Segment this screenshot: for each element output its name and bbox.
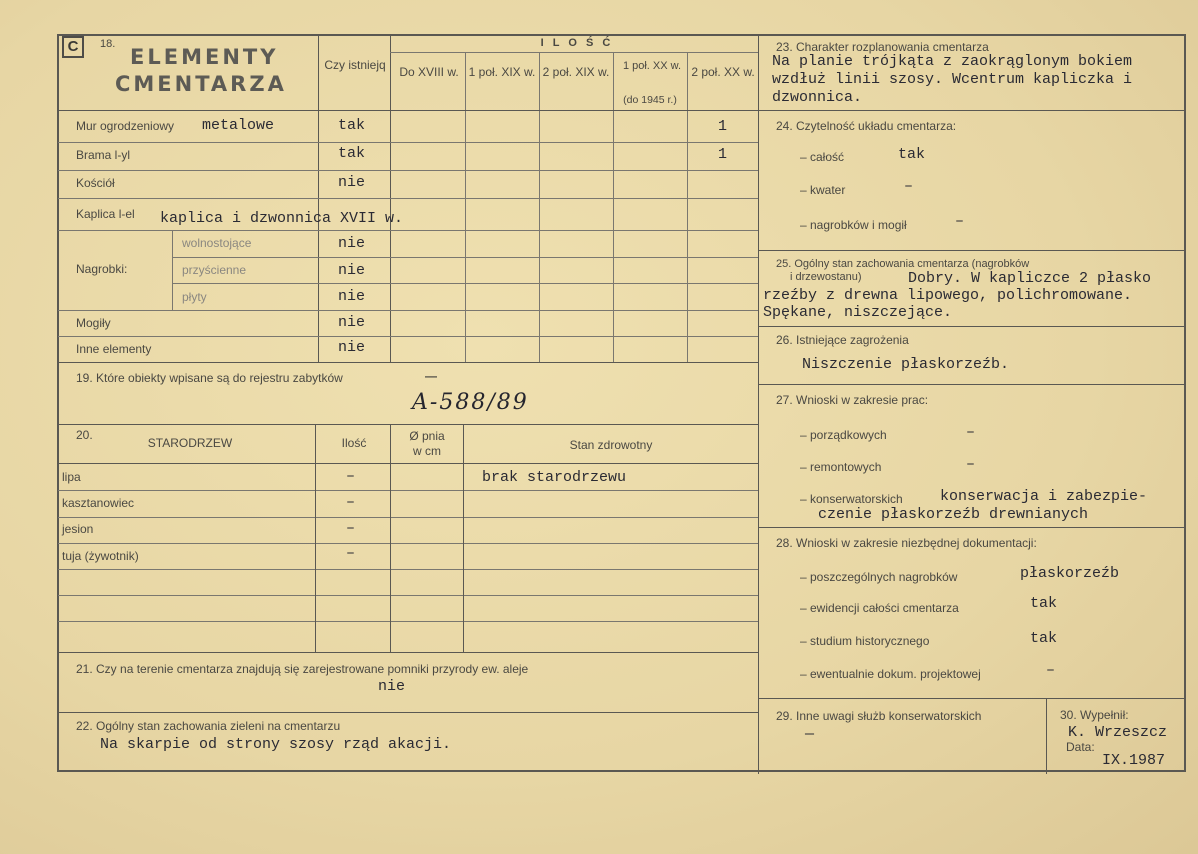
s20-col-stan: Stan zdrowotny xyxy=(569,438,653,452)
row-kaplica-value: kaplica i dzwonnica XVII w. xyxy=(160,210,404,227)
s20-row-tuja-ilosc: – xyxy=(346,545,356,562)
s18-number: 18. xyxy=(100,38,116,50)
s25-line-1: Dobry. W kapliczce 2 płasko xyxy=(908,270,1152,287)
s23-line-3: dzwonnica. xyxy=(772,89,863,106)
row-kosciol-label: Kościół xyxy=(76,176,115,190)
s20-row-jesion-ilosc: – xyxy=(346,520,356,537)
s22-label: 22. Ogólny stan zachowania zieleni na cmentarzu xyxy=(76,719,341,733)
s27-label: 27. Wnioski w zakresie prac: xyxy=(776,393,929,407)
row-mogily-label: Mogiły xyxy=(76,316,111,330)
s27-remont-value: – xyxy=(966,456,976,473)
s29-value: — xyxy=(805,726,815,743)
s24-nagrobkow-value: – xyxy=(955,213,965,230)
s19-register-number: A-588/89 xyxy=(412,390,529,415)
s24-label: 24. Czytelność układu cmentarza: xyxy=(776,119,957,133)
s30-data-value: IX.1987 xyxy=(1102,752,1166,769)
s21-label: 21. Czy na terenie cmentarza znajdują się zarejestrowane pomniki przyrody ew. aleje xyxy=(76,662,529,676)
s28-stud-value: tak xyxy=(1030,630,1058,647)
s29-label: 29. Inne uwagi służb konserwatorskich xyxy=(776,709,982,723)
s27-remont-label: – remontowych xyxy=(800,460,882,474)
s20-number: 20. xyxy=(76,428,93,442)
ilosc-header: I L O Ś Ć xyxy=(540,37,614,49)
row-kaplica-label: Kaplica l-el xyxy=(76,207,135,221)
s25-label-1: 25. Ogólny stan zachowania cmentarza (nagrobków xyxy=(776,258,1030,270)
row-kosciol-czy: nie xyxy=(338,174,366,191)
col-2pol-xix: 2 poł. XIX w. xyxy=(542,65,610,79)
s20-row-kasztanowiec-ilosc: – xyxy=(346,494,356,511)
grid-line xyxy=(613,52,614,362)
s28-ewid-value: tak xyxy=(1030,595,1058,612)
s25-line-2: rzeźby z drewna lipowego, polichromowane. xyxy=(763,287,1133,304)
s23-line-2: wzdłuż linii szosy. Wcentrum kapliczka i xyxy=(772,71,1133,88)
grid-line xyxy=(58,110,758,111)
s24-kwater-value: – xyxy=(904,178,914,195)
s24-calosc-label: – całość xyxy=(800,150,845,164)
s27-porz-label: – porządkowych xyxy=(800,428,887,442)
grid-line xyxy=(539,52,540,362)
s30-label: 30. Wypełnił: xyxy=(1060,708,1129,722)
s20-row-lipa-stan: brak starodrzewu xyxy=(482,469,627,486)
row-plyty-label: płyty xyxy=(182,290,207,304)
row-mur-xx2: 1 xyxy=(718,118,728,135)
s25-line-3: Spękane, niszczejące. xyxy=(763,304,953,321)
s24-kwater-label: – kwater xyxy=(800,183,846,197)
row-przysc-label: przyścienne xyxy=(182,263,247,277)
s28-proj-label: – ewentualnie dokum. projektowej xyxy=(800,667,981,681)
row-przysc-czy: nie xyxy=(338,262,366,279)
grid-line xyxy=(390,52,758,53)
row-mur-czy: tak xyxy=(338,117,366,134)
s20-col-pnia-2: w cm xyxy=(413,444,441,458)
s20-row-lipa-ilosc: – xyxy=(346,468,356,485)
col-do-xviii: Do XVIII w. xyxy=(399,65,459,79)
s20-row-jesion: jesion xyxy=(62,522,94,536)
s20-col-ilosc: Ilość xyxy=(341,436,367,450)
grid-line xyxy=(687,52,688,362)
s28-posz-label: – poszczególnych nagrobków xyxy=(800,570,958,584)
s20-row-lipa: lipa xyxy=(62,470,81,484)
row-mur-label: Mur ogrodzeniowy xyxy=(76,119,175,133)
col-1pol-xx-note: (do 1945 r.) xyxy=(623,94,677,106)
s20-col-pnia-1: Ø pnia xyxy=(409,429,445,443)
row-mur-value: metalowe xyxy=(202,117,275,134)
s28-ewid-label: – ewidencji całości cmentarza xyxy=(800,601,959,615)
s30-name: K. Wrzeszcz xyxy=(1068,724,1168,741)
s18-title-2: CMENTARZA xyxy=(115,72,287,96)
nagrobki-label: Nagrobki: xyxy=(76,262,128,276)
s20-row-tuja: tuja (żywotnik) xyxy=(62,549,139,563)
row-brama-czy: tak xyxy=(338,145,366,162)
col-1pol-xx: 1 poł. XX w. xyxy=(622,60,682,72)
main-divider xyxy=(758,36,759,774)
s28-proj-value: – xyxy=(1046,662,1056,679)
s27-konserw-value-1: konserwacja i zabezpie- xyxy=(940,488,1148,505)
s30-data-label: Data: xyxy=(1066,740,1095,754)
s27-konserw-label: – konserwatorskich xyxy=(800,492,903,506)
s18-title-1: ELEMENTY xyxy=(130,45,279,69)
row-wolno-label: wolnostojące xyxy=(182,236,252,250)
s28-label: 28. Wnioski w zakresie niezbędnej dokumentacji: xyxy=(776,536,1037,550)
s24-calosc-value: tak xyxy=(898,146,926,163)
s25-label-2: i drzewostanu) xyxy=(790,271,862,283)
row-brama-label: Brama l-yl xyxy=(76,148,131,162)
c-box: C xyxy=(62,36,84,58)
row-wolno-czy: nie xyxy=(338,235,366,252)
s26-value: Niszczenie płaskorzeźb. xyxy=(802,356,1010,373)
col-1pol-xix: 1 poł. XIX w. xyxy=(468,65,536,79)
s27-konserw-value-2: czenie płaskorzeźb drewnianych xyxy=(818,506,1089,523)
s19-label: 19. Które obiekty wpisane są do rejestru zabytków xyxy=(76,371,343,385)
s24-nagrobkow-label: – nagrobków i mogił xyxy=(800,218,907,232)
s23-line-1: Na planie trójkąta z zaokrąglonym bokiem xyxy=(772,53,1133,70)
s19-dash: — xyxy=(425,369,437,383)
row-inne-label: Inne elementy xyxy=(76,342,152,356)
grid-line xyxy=(465,52,466,362)
col-czy-header: Czy istniejq xyxy=(324,58,386,72)
s27-porz-value: – xyxy=(966,424,976,441)
s23-label: 23. Charakter rozplanowania cmentarza xyxy=(776,40,989,54)
row-plyty-czy: nie xyxy=(338,288,366,305)
row-brama-xx2: 1 xyxy=(718,146,728,163)
s21-value: nie xyxy=(378,678,406,695)
s26-label: 26. Istniejące zagrożenia xyxy=(776,333,909,347)
s20-title: STARODRZEW xyxy=(147,436,233,450)
grid-line xyxy=(390,36,391,362)
s28-stud-label: – studium historycznego xyxy=(800,634,930,648)
s20-row-kasztanowiec: kasztanowiec xyxy=(62,496,135,510)
row-inne-czy: nie xyxy=(338,339,366,356)
grid-line xyxy=(318,36,319,362)
row-mogily-czy: nie xyxy=(338,314,366,331)
col-2pol-xx: 2 poł. XX w. xyxy=(691,65,755,79)
s28-posz-value: płaskorzeźb xyxy=(1020,565,1120,582)
s22-value: Na skarpie od strony szosy rząd akacji. xyxy=(100,736,452,753)
